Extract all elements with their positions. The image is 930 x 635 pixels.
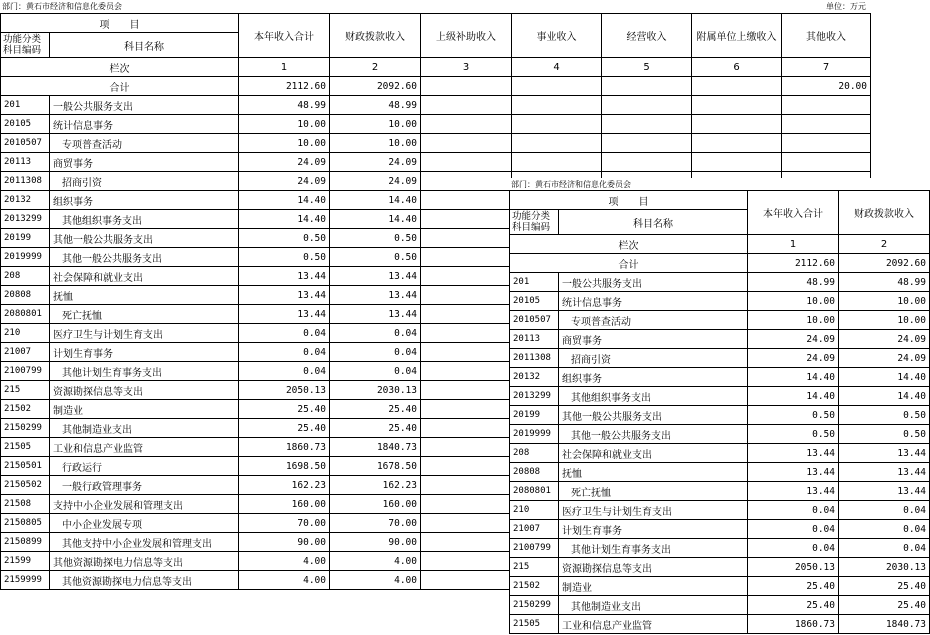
row-code: 2080801 bbox=[1, 305, 50, 324]
total-fiscal: 2092.60 bbox=[330, 77, 421, 96]
total-label: 合计 bbox=[510, 254, 748, 273]
row-upper bbox=[421, 324, 512, 343]
row-fiscal: 0.50 bbox=[839, 406, 930, 425]
row-name: 计划生育事务 bbox=[50, 343, 239, 362]
table-row bbox=[510, 368, 930, 387]
row-total: 13.44 bbox=[239, 267, 330, 286]
column-header-upper: 上级补助收入 bbox=[421, 14, 512, 58]
row-fiscal: 25.40 bbox=[839, 596, 930, 615]
row-fiscal: 13.44 bbox=[330, 286, 421, 305]
index-number: 2 bbox=[330, 58, 421, 77]
row-code: 20105 bbox=[1, 115, 50, 134]
row-name: 支持中小企业发展和管理支出 bbox=[50, 495, 239, 514]
row-upper bbox=[421, 571, 512, 590]
row-fiscal: 4.00 bbox=[330, 552, 421, 571]
row-fiscal: 2030.13 bbox=[839, 558, 930, 577]
code-header-line: 科目编码 bbox=[3, 45, 42, 56]
row-total: 14.40 bbox=[748, 368, 839, 387]
row-fiscal: 24.09 bbox=[839, 349, 930, 368]
department-label: 部门：黄石市经济和信息化委员会 bbox=[511, 180, 631, 189]
row-name: 死亡抚恤 bbox=[50, 305, 239, 324]
total-fiscal: 2092.60 bbox=[839, 254, 930, 273]
row-code: 2010507 bbox=[510, 311, 559, 330]
row-name: 行政运行 bbox=[50, 457, 239, 476]
row-other bbox=[782, 115, 871, 134]
row-total: 0.04 bbox=[239, 324, 330, 343]
row-name: 统计信息事务 bbox=[50, 115, 239, 134]
row-fiscal: 25.40 bbox=[839, 577, 930, 596]
row-total: 2050.13 bbox=[239, 381, 330, 400]
row-total: 1860.73 bbox=[748, 615, 839, 634]
row-fiscal: 160.00 bbox=[330, 495, 421, 514]
row-upper bbox=[421, 438, 512, 457]
row-fiscal: 0.04 bbox=[839, 539, 930, 558]
row-code: 20199 bbox=[1, 229, 50, 248]
row-total: 14.40 bbox=[239, 191, 330, 210]
row-other bbox=[782, 134, 871, 153]
income-table-copy bbox=[509, 190, 930, 634]
row-code: 2150299 bbox=[1, 419, 50, 438]
item-header: 项 目 bbox=[510, 191, 748, 210]
column-header-operation: 经营收入 bbox=[602, 14, 692, 58]
row-upper bbox=[421, 514, 512, 533]
row-name: 其他组织事务支出 bbox=[559, 387, 748, 406]
row-upper bbox=[421, 115, 512, 134]
row-fiscal: 14.40 bbox=[330, 191, 421, 210]
row-code: 20105 bbox=[510, 292, 559, 311]
row-total: 14.40 bbox=[748, 387, 839, 406]
table-row bbox=[510, 482, 930, 501]
row-fiscal: 0.50 bbox=[839, 425, 930, 444]
row-fiscal: 10.00 bbox=[330, 134, 421, 153]
row-fiscal: 0.04 bbox=[330, 324, 421, 343]
row-business bbox=[512, 153, 602, 172]
row-code: 2150805 bbox=[1, 514, 50, 533]
row-code: 2100799 bbox=[510, 539, 559, 558]
row-upper bbox=[421, 400, 512, 419]
row-fiscal: 24.09 bbox=[330, 153, 421, 172]
row-upper bbox=[421, 343, 512, 362]
table-row bbox=[510, 444, 930, 463]
row-name: 计划生育事务 bbox=[559, 520, 748, 539]
row-total: 10.00 bbox=[748, 292, 839, 311]
row-business bbox=[512, 96, 602, 115]
row-code: 2010507 bbox=[1, 134, 50, 153]
row-total: 10.00 bbox=[239, 134, 330, 153]
total-affiliated bbox=[692, 77, 782, 96]
index-number: 4 bbox=[512, 58, 602, 77]
total-amount: 2112.60 bbox=[748, 254, 839, 273]
row-name: 专项普查活动 bbox=[559, 311, 748, 330]
row-total: 13.44 bbox=[748, 463, 839, 482]
row-name: 其他制造业支出 bbox=[559, 596, 748, 615]
row-name: 其他制造业支出 bbox=[50, 419, 239, 438]
table-row bbox=[1, 96, 871, 115]
row-code: 21505 bbox=[1, 438, 50, 457]
total-row bbox=[1, 77, 871, 96]
header-row bbox=[510, 191, 930, 210]
table-row bbox=[510, 558, 930, 577]
code-header-line: 科目编码 bbox=[512, 222, 551, 233]
row-code: 21508 bbox=[1, 495, 50, 514]
row-code: 21505 bbox=[510, 615, 559, 634]
table-row bbox=[510, 292, 930, 311]
row-other bbox=[782, 153, 871, 172]
row-fiscal: 10.00 bbox=[330, 115, 421, 134]
row-code: 2013299 bbox=[510, 387, 559, 406]
row-affiliated bbox=[692, 96, 782, 115]
row-total: 24.09 bbox=[239, 153, 330, 172]
row-upper bbox=[421, 172, 512, 191]
row-fiscal: 1678.50 bbox=[330, 457, 421, 476]
row-fiscal: 162.23 bbox=[330, 476, 421, 495]
row-name: 制造业 bbox=[559, 577, 748, 596]
row-business bbox=[512, 134, 602, 153]
table-row bbox=[510, 330, 930, 349]
row-name: 其他计划生育事务支出 bbox=[50, 362, 239, 381]
row-name: 资源勘探信息等支出 bbox=[50, 381, 239, 400]
row-total: 25.40 bbox=[748, 577, 839, 596]
index-number: 5 bbox=[602, 58, 692, 77]
row-total: 0.04 bbox=[239, 362, 330, 381]
row-name: 工业和信息产业监管 bbox=[559, 615, 748, 634]
row-name: 抚恤 bbox=[50, 286, 239, 305]
code-header-line: 功能分类 bbox=[512, 211, 551, 222]
row-fiscal: 0.04 bbox=[839, 520, 930, 539]
row-name: 招商引资 bbox=[559, 349, 748, 368]
total-upper bbox=[421, 77, 512, 96]
row-fiscal: 4.00 bbox=[330, 571, 421, 590]
table-row bbox=[510, 425, 930, 444]
department-label: 部门：黄石市经济和信息化委员会 bbox=[2, 2, 122, 11]
row-total: 13.44 bbox=[748, 444, 839, 463]
row-total: 4.00 bbox=[239, 552, 330, 571]
row-total: 13.44 bbox=[239, 286, 330, 305]
row-total: 2050.13 bbox=[748, 558, 839, 577]
table-row bbox=[510, 577, 930, 596]
row-total: 14.40 bbox=[239, 210, 330, 229]
row-fiscal: 90.00 bbox=[330, 533, 421, 552]
row-name: 医疗卫生与计划生育支出 bbox=[50, 324, 239, 343]
code-header bbox=[1, 33, 50, 58]
row-total: 10.00 bbox=[748, 311, 839, 330]
index-row bbox=[1, 58, 871, 77]
row-total: 0.50 bbox=[239, 229, 330, 248]
row-name: 一般行政管理事务 bbox=[50, 476, 239, 495]
row-total: 0.04 bbox=[748, 520, 839, 539]
row-code: 20132 bbox=[510, 368, 559, 387]
column-header-fiscal: 财政拨款收入 bbox=[839, 191, 930, 235]
row-name: 其他一般公共服务支出 bbox=[50, 248, 239, 267]
row-operation bbox=[602, 134, 692, 153]
row-fiscal: 14.40 bbox=[839, 387, 930, 406]
column-header-fiscal: 财政拨款收入 bbox=[330, 14, 421, 58]
table-row bbox=[1, 134, 871, 153]
row-fiscal: 13.44 bbox=[839, 463, 930, 482]
row-code: 20113 bbox=[1, 153, 50, 172]
row-total: 48.99 bbox=[239, 96, 330, 115]
sheet-header bbox=[0, 0, 920, 13]
row-name: 社会保障和就业支出 bbox=[559, 444, 748, 463]
row-total: 0.04 bbox=[748, 501, 839, 520]
column-header-total: 本年收入合计 bbox=[748, 191, 839, 235]
row-fiscal: 14.40 bbox=[839, 368, 930, 387]
row-total: 24.09 bbox=[239, 172, 330, 191]
row-operation bbox=[602, 96, 692, 115]
row-code: 2013299 bbox=[1, 210, 50, 229]
table-row bbox=[510, 273, 930, 292]
total-operation bbox=[602, 77, 692, 96]
row-code: 2011308 bbox=[1, 172, 50, 191]
row-fiscal: 25.40 bbox=[330, 419, 421, 438]
row-name: 其他一般公共服务支出 bbox=[559, 425, 748, 444]
row-fiscal: 10.00 bbox=[839, 311, 930, 330]
row-operation bbox=[602, 115, 692, 134]
index-row bbox=[510, 235, 930, 254]
row-code: 210 bbox=[1, 324, 50, 343]
row-code: 21502 bbox=[1, 400, 50, 419]
total-other: 20.00 bbox=[782, 77, 871, 96]
row-code: 2080801 bbox=[510, 482, 559, 501]
row-fiscal: 24.09 bbox=[330, 172, 421, 191]
row-code: 215 bbox=[1, 381, 50, 400]
row-name: 组织事务 bbox=[559, 368, 748, 387]
row-name: 其他资源勘探电力信息等支出 bbox=[50, 571, 239, 590]
row-code: 20132 bbox=[1, 191, 50, 210]
table-row bbox=[510, 596, 930, 615]
row-upper bbox=[421, 248, 512, 267]
row-upper bbox=[421, 305, 512, 324]
name-header: 科目名称 bbox=[559, 210, 748, 235]
row-upper bbox=[421, 210, 512, 229]
total-row bbox=[510, 254, 930, 273]
row-name: 商贸事务 bbox=[559, 330, 748, 349]
header-row bbox=[1, 14, 871, 33]
row-code: 201 bbox=[1, 96, 50, 115]
row-code: 2019999 bbox=[510, 425, 559, 444]
table-row bbox=[510, 406, 930, 425]
table-row bbox=[510, 311, 930, 330]
row-upper bbox=[421, 191, 512, 210]
column-header-total: 本年收入合计 bbox=[239, 14, 330, 58]
row-name: 其他支持中小企业发展和管理支出 bbox=[50, 533, 239, 552]
table-row bbox=[510, 615, 930, 634]
row-upper bbox=[421, 419, 512, 438]
column-header-affiliated: 附属单位上缴收入 bbox=[692, 14, 782, 58]
row-code: 21007 bbox=[1, 343, 50, 362]
row-fiscal: 1840.73 bbox=[839, 615, 930, 634]
row-fiscal: 25.40 bbox=[330, 400, 421, 419]
row-fiscal: 13.44 bbox=[839, 444, 930, 463]
row-name: 专项普查活动 bbox=[50, 134, 239, 153]
row-fiscal: 0.50 bbox=[330, 248, 421, 267]
row-code: 215 bbox=[510, 558, 559, 577]
row-total: 1698.50 bbox=[239, 457, 330, 476]
column-header-business: 事业收入 bbox=[512, 14, 602, 58]
table-row bbox=[510, 387, 930, 406]
row-name: 其他组织事务支出 bbox=[50, 210, 239, 229]
row-name: 医疗卫生与计划生育支出 bbox=[559, 501, 748, 520]
row-fiscal: 13.44 bbox=[839, 482, 930, 501]
row-name: 资源勘探信息等支出 bbox=[559, 558, 748, 577]
row-upper bbox=[421, 267, 512, 286]
row-total: 10.00 bbox=[239, 115, 330, 134]
row-affiliated bbox=[692, 153, 782, 172]
row-upper bbox=[421, 533, 512, 552]
row-code: 210 bbox=[510, 501, 559, 520]
table-row bbox=[510, 520, 930, 539]
row-upper bbox=[421, 362, 512, 381]
row-name: 死亡抚恤 bbox=[559, 482, 748, 501]
row-total: 90.00 bbox=[239, 533, 330, 552]
row-code: 21007 bbox=[510, 520, 559, 539]
row-code: 208 bbox=[1, 267, 50, 286]
row-upper bbox=[421, 286, 512, 305]
row-affiliated bbox=[692, 134, 782, 153]
front-sheet bbox=[509, 178, 926, 635]
row-total: 48.99 bbox=[748, 273, 839, 292]
row-code: 2019999 bbox=[1, 248, 50, 267]
row-total: 13.44 bbox=[239, 305, 330, 324]
row-total: 0.04 bbox=[239, 343, 330, 362]
row-name: 招商引资 bbox=[50, 172, 239, 191]
row-total: 160.00 bbox=[239, 495, 330, 514]
row-code: 20808 bbox=[1, 286, 50, 305]
row-total: 0.50 bbox=[748, 425, 839, 444]
row-code: 2011308 bbox=[510, 349, 559, 368]
row-code: 20808 bbox=[510, 463, 559, 482]
row-upper bbox=[421, 229, 512, 248]
row-code: 21599 bbox=[1, 552, 50, 571]
total-amount: 2112.60 bbox=[239, 77, 330, 96]
row-other bbox=[782, 96, 871, 115]
total-business bbox=[512, 77, 602, 96]
row-name: 制造业 bbox=[50, 400, 239, 419]
row-upper bbox=[421, 476, 512, 495]
row-total: 25.40 bbox=[239, 419, 330, 438]
row-fiscal: 14.40 bbox=[330, 210, 421, 229]
row-code: 2159999 bbox=[1, 571, 50, 590]
row-fiscal: 48.99 bbox=[330, 96, 421, 115]
row-total: 0.50 bbox=[748, 406, 839, 425]
row-name: 统计信息事务 bbox=[559, 292, 748, 311]
row-upper bbox=[421, 495, 512, 514]
row-code: 208 bbox=[510, 444, 559, 463]
row-total: 13.44 bbox=[748, 482, 839, 501]
row-fiscal: 0.50 bbox=[330, 229, 421, 248]
row-name: 中小企业发展专项 bbox=[50, 514, 239, 533]
row-name: 一般公共服务支出 bbox=[559, 273, 748, 292]
row-code: 2150501 bbox=[1, 457, 50, 476]
index-number: 7 bbox=[782, 58, 871, 77]
row-upper bbox=[421, 381, 512, 400]
code-header-line: 功能分类 bbox=[3, 34, 42, 45]
row-name: 组织事务 bbox=[50, 191, 239, 210]
index-number: 1 bbox=[239, 58, 330, 77]
table-row bbox=[510, 501, 930, 520]
row-upper bbox=[421, 134, 512, 153]
index-number: 1 bbox=[748, 235, 839, 254]
code-header bbox=[510, 210, 559, 235]
item-header: 项 目 bbox=[1, 14, 239, 33]
row-fiscal: 0.04 bbox=[330, 343, 421, 362]
row-total: 24.09 bbox=[748, 349, 839, 368]
table-row bbox=[510, 463, 930, 482]
index-number: 2 bbox=[839, 235, 930, 254]
table-row bbox=[510, 539, 930, 558]
row-total: 0.04 bbox=[748, 539, 839, 558]
row-fiscal: 10.00 bbox=[839, 292, 930, 311]
row-name: 其他一般公共服务支出 bbox=[50, 229, 239, 248]
row-name: 一般公共服务支出 bbox=[50, 96, 239, 115]
row-business bbox=[512, 115, 602, 134]
row-fiscal: 0.04 bbox=[839, 501, 930, 520]
row-fiscal: 24.09 bbox=[839, 330, 930, 349]
row-code: 20113 bbox=[510, 330, 559, 349]
row-code: 21502 bbox=[510, 577, 559, 596]
table-row bbox=[510, 349, 930, 368]
row-total: 24.09 bbox=[748, 330, 839, 349]
row-total: 162.23 bbox=[239, 476, 330, 495]
row-upper bbox=[421, 96, 512, 115]
row-total: 0.50 bbox=[239, 248, 330, 267]
row-fiscal: 48.99 bbox=[839, 273, 930, 292]
row-upper bbox=[421, 153, 512, 172]
row-name: 其他一般公共服务支出 bbox=[559, 406, 748, 425]
name-header: 科目名称 bbox=[50, 33, 239, 58]
row-total: 4.00 bbox=[239, 571, 330, 590]
index-number: 6 bbox=[692, 58, 782, 77]
row-fiscal: 70.00 bbox=[330, 514, 421, 533]
table-row bbox=[1, 115, 871, 134]
unit-label: 单位：万元 bbox=[826, 2, 866, 11]
row-fiscal: 13.44 bbox=[330, 267, 421, 286]
row-name: 其他资源勘探电力信息等支出 bbox=[50, 552, 239, 571]
row-fiscal: 1840.73 bbox=[330, 438, 421, 457]
row-operation bbox=[602, 153, 692, 172]
row-code: 2100799 bbox=[1, 362, 50, 381]
index-label: 栏次 bbox=[510, 235, 748, 254]
row-fiscal: 2030.13 bbox=[330, 381, 421, 400]
row-total: 1860.73 bbox=[239, 438, 330, 457]
row-fiscal: 13.44 bbox=[330, 305, 421, 324]
row-affiliated bbox=[692, 115, 782, 134]
row-total: 25.40 bbox=[239, 400, 330, 419]
row-total: 25.40 bbox=[748, 596, 839, 615]
row-name: 商贸事务 bbox=[50, 153, 239, 172]
column-header-other: 其他收入 bbox=[782, 14, 871, 58]
row-code: 2150502 bbox=[1, 476, 50, 495]
row-name: 其他计划生育事务支出 bbox=[559, 539, 748, 558]
row-total: 70.00 bbox=[239, 514, 330, 533]
row-code: 2150899 bbox=[1, 533, 50, 552]
row-code: 20199 bbox=[510, 406, 559, 425]
index-label: 栏次 bbox=[1, 58, 239, 77]
row-code: 201 bbox=[510, 273, 559, 292]
index-number: 3 bbox=[421, 58, 512, 77]
row-name: 抚恤 bbox=[559, 463, 748, 482]
row-upper bbox=[421, 552, 512, 571]
total-label: 合计 bbox=[1, 77, 239, 96]
row-name: 工业和信息产业监管 bbox=[50, 438, 239, 457]
row-fiscal: 0.04 bbox=[330, 362, 421, 381]
table-row bbox=[1, 153, 871, 172]
row-name: 社会保障和就业支出 bbox=[50, 267, 239, 286]
row-upper bbox=[421, 457, 512, 476]
row-code: 2150299 bbox=[510, 596, 559, 615]
